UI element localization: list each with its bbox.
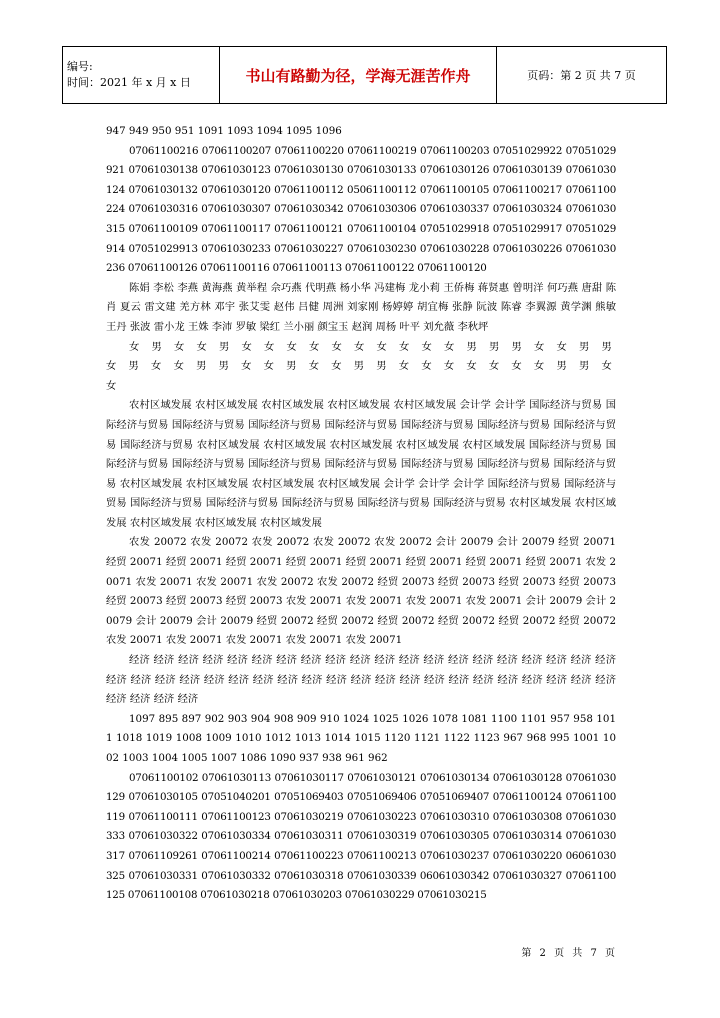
document-date: 时间：2021 年 x 月 x 日 <box>67 76 191 89</box>
header-motto: 书山有路勤为径，学海无涯苦作舟 <box>220 47 497 104</box>
header-meta-cell <box>63 47 220 104</box>
document-number-label: 编号: <box>67 60 93 73</box>
paragraph-majors: 农村区域发展 农村区域发展 农村区域发展 农村区域发展 农村区域发展 会计学 会计学 国际经济与贸易 国际经济与贸易 国际经济与贸易 国际经济与贸易 国际经济与贸易 国际经济与贸易 国际经济与贸易 国际经济与贸易 国际经济与贸易 农村区域发展 农村区域发展 农村区域发展 农村区域发展 农村区域发展 国际经济与贸易 国际经济与贸易 国际经济与贸易 国际经济与贸易 国际经济与贸易 国际经济与贸易 国际经济与贸易 国际经济与贸易 农村区域发展 农村区域发展 农村区域发展 农村区域发展 会计学 会计学 会计学 国际经济与贸易 国际经济与贸易 国际经济与贸易 国际经济与贸易 国际经济与贸易 国际经济与贸易 国际经济与贸易 农村区域发展 农村区域发展 农村区域发展 农村区域发展 农村区域发展 <box>106 399 616 529</box>
header-table <box>62 46 667 104</box>
paragraph-student-names: 陈娟 李松 李燕 黄海燕 黄举程 佘巧燕 代明燕 杨小华 冯建梅 龙小莉 王侨梅 蒋贤惠 曾明洋 何巧燕 唐甜 陈肖 夏云 雷文建 羌方林 邓宇 张艾雯 赵伟 吕健 周洲 刘家刚 杨婷婷 胡宜梅 张静 阮波 陈睿 李翼源 黄学渊 熊敏 王丹 张波 雷小龙 王姝 李沛 罗敏 梁红 兰小丽 颜宝玉 赵润 周杨 叶平 刘允薇 李秋坪 <box>106 281 616 333</box>
header-page-info: 页码：第 2 页 共 7 页 <box>497 47 667 104</box>
page-footer: 第 2 页 共 7 页 <box>521 948 616 959</box>
paragraph-student-ids-2: 07061100102 07061030113 07061030117 07061030121 07061030134 07061030128 07061030129 07061030105 07051040201 07051069403 07051069406 07051069407 07061100124 07061100119 07061100111 07061100123 07061030219 07061030223 07061030310 07061030308 07061030333 07061030322 07061030334 07061030311 07061030319 07061030305 07061030314 07061030317 07061109261 07061100214 07061100223 07061100213 07061030237 07061030220 06061030325 07061030331 07061030332 07061030318 07061030339 06061030342 07061030327 07061100125 07061100108 07061030218 07061030203 07061030229 07061030215 <box>106 771 616 902</box>
paragraph-student-ids: 07061100216 07061100207 07061100220 07061100219 07061100203 07051029922 07051029921 07061030138 07061030123 07061030130 07061030133 07061030126 07061030139 07061030124 07061030132 07061030120 07061100112 05061100112 07061100105 07061100217 07061100224 07061030316 07061030307 07061030342 07061030306 07061030337 07061030324 07061030315 07061100109 07061100117 07061100121 07061100104 07051029918 07051029917 07051029914 07051029913 07061030233 07061030227 07061030230 07061030228 07061030226 07061030236 07061100126 07061100116 07061100113 07061100122 07061100120 <box>106 144 616 275</box>
document-body <box>106 122 616 906</box>
paragraph-classes: 农发 20072 农发 20072 农发 20072 农发 20072 农发 20072 会计 20079 会计 20079 经贸 20071 经贸 20071 经贸 20071 经贸 20071 经贸 20071 经贸 20071 经贸 20071 经贸 20071 经贸 20071 农发 20071 农发 20071 农发 20071 农发 20072 农发 20072 经贸 20073 经贸 20073 经贸 20073 经贸 20073 经贸 20073 经贸 20073 经贸 20073 农发 20071 农发 20071 农发 20071 农发 20071 会计 20079 会计 20079 会计 20079 会计 20079 经贸 20072 经贸 20072 经贸 20072 经贸 20072 经贸 20072 经贸 20072 农发 20071 农发 20071 农发 20071 农发 20071 农发 20071 <box>106 536 616 647</box>
paragraph-numbers-continued: 947 949 950 951 1091 1093 1094 1095 1096 <box>106 125 342 137</box>
paragraph-college: 经济 经济 经济 经济 经济 经济 经济 经济 经济 经济 经济 经济 经济 经济 经济 经济 经济 经济 经济 经济 经济 经济 经济 经济 经济 经济 经济 经济 经济 经济 经济 经济 经济 经济 经济 经济 经济 经济 经济 经济 经济 经济 经济 经济 经济 <box>106 654 616 706</box>
paragraph-seat-numbers: 1097 895 897 902 903 904 908 909 910 1024 1025 1026 1078 1081 1100 1101 957 958 1011 1018 1019 1008 1009 1010 1012 1013 1014 1015 1120 1121 1122 1123 967 968 995 1001 1002 1003 1004 1005 1007 1086 1090 937 938 961 962 <box>106 712 616 764</box>
paragraph-genders: 女 男 女 女 男 女 女 女 女 女 女 女 女 女 女 男 男 男 女 女 男 男 女 男 女 女 男 男 女 女 男 女 女 男 男 女 女 女 女 女 女 女 男 男 女 女 <box>106 340 616 392</box>
